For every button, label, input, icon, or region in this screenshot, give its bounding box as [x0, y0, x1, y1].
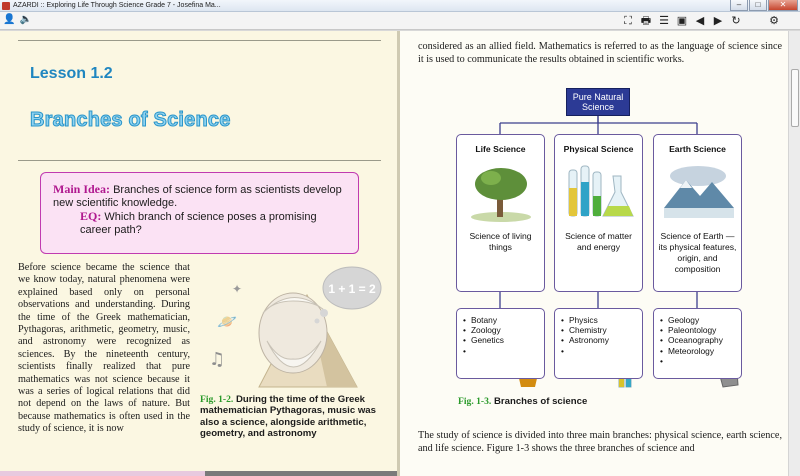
vertical-scrollbar[interactable]: [788, 31, 800, 476]
scrollbar-thumb[interactable]: [791, 69, 799, 127]
close-button[interactable]: ✕: [768, 0, 798, 11]
list-spacer: [561, 346, 638, 372]
lesson-title: Branches of Science: [30, 109, 231, 131]
image-icon[interactable]: ▣: [676, 15, 688, 27]
right-page: [400, 31, 788, 476]
main-idea-label: Main Idea:: [53, 182, 110, 196]
figure-caption-text-right: Branches of science: [493, 396, 588, 407]
eq-text: Which branch of science poses a promising career path?: [80, 211, 317, 236]
flask-liquid: [603, 206, 633, 216]
list-item: • Genetics: [463, 335, 540, 345]
window-titlebar: [0, 0, 800, 12]
toolbar-spacer: [748, 13, 762, 29]
settings-icon[interactable]: ⚙: [769, 15, 779, 27]
list-item: • Meteorology: [660, 346, 737, 356]
title-rule: [18, 160, 381, 161]
tube-1-liquid: [569, 188, 577, 216]
list-physical-science: [554, 308, 643, 379]
root-line-2: Science: [581, 102, 615, 112]
star-icon: ✦: [232, 282, 243, 296]
figure-caption-left: [200, 394, 386, 440]
list-item: • Zoology: [463, 325, 540, 335]
branch-description: Science of Earth —its physical features, origin, and composition: [658, 231, 737, 274]
diagram-root-node: [566, 88, 630, 116]
sound-icon[interactable]: 🔈: [19, 14, 32, 25]
figure-caption-text-left: During the time of the Greek mathematician Pythagoras, music was also a science, alongside arithmetic, geometry, and astronomy: [200, 394, 376, 440]
print-icon[interactable]: 🖶: [640, 15, 652, 27]
toc-icon[interactable]: ☰: [659, 15, 669, 27]
planet-icon: 🪐: [217, 312, 237, 331]
branch-description: Science of living things: [469, 231, 532, 252]
bottom-decoration: [0, 471, 397, 476]
bubble-dot-2: [315, 319, 320, 324]
list-item: • Chemistry: [561, 325, 638, 335]
list-spacer: [463, 346, 540, 372]
user-icon[interactable]: 👤: [3, 14, 16, 25]
left-page: [0, 31, 397, 476]
list-item: • Geology: [660, 315, 737, 325]
branch-title: Earth Science: [669, 144, 726, 154]
tube-2-liquid: [581, 182, 589, 216]
eq-label: EQ:: [80, 209, 102, 223]
figure-label-right: Fig. 1-3.: [458, 396, 492, 407]
tree-canopy-highlight: [481, 171, 501, 185]
lab-glassware-icon: [561, 162, 638, 224]
bubble-text: 1 + 1 = 2: [328, 282, 376, 296]
branch-title: Physical Science: [563, 144, 634, 154]
branch-life-science: [456, 134, 545, 292]
pythagoras-illustration: [197, 265, 387, 393]
branch-earth-science: [653, 134, 742, 292]
list-spacer: [660, 356, 737, 372]
tube-3-liquid: [593, 196, 601, 216]
landscape-icon: [660, 162, 737, 224]
music-note-icon: ♫: [209, 349, 226, 370]
maximize-button[interactable]: □: [749, 0, 767, 11]
water: [664, 208, 734, 218]
list-item: • Botany: [463, 315, 540, 325]
bubble-dot-1: [320, 309, 328, 317]
branch-description: Science of matter and energy: [565, 231, 632, 252]
window-title: AZARDI :: Exploring Life Through Science Grade 7 - Josefina Ma...: [13, 2, 221, 9]
list-item: • Oceanography: [660, 335, 737, 345]
list-life-science: [456, 308, 545, 379]
branch-title: Life Science: [475, 144, 526, 154]
body-text-left: Before science became the science that we know today, natural phenomena were explained based only on personal observations and understanding. During the time of the Greek mathematician, Pythagoras, arithmetic, geometry, music, and astronomy were recognized as sciences. By the nineteenth century, scientists finally realized that pure mathematics was not science because it was a series of logical relations that did not depend on the laws of nature. But because mathematics is often used in the study of science, it is now: [18, 262, 190, 435]
list-item: • Astronomy: [561, 335, 638, 345]
main-idea-box: [40, 172, 359, 254]
root-line-1: Pure Natural: [572, 92, 624, 102]
lesson-number: Lesson 1.2: [30, 65, 113, 82]
main-idea-text: Branches of science form as scientists develop new scientific knowledge.: [53, 184, 342, 209]
list-earth-science: [653, 308, 742, 379]
body-text-right-bottom: The study of science is divided into three main branches: physical science, earth science, and life science. Figure 1-3 shows the three branches of science and: [418, 430, 782, 455]
bottom-band-pink: [0, 471, 205, 476]
bottom-band-gray: [205, 471, 397, 476]
fullscreen-icon[interactable]: ⛶: [624, 15, 632, 27]
figure-caption-right: [458, 396, 587, 407]
cloud: [670, 166, 726, 186]
body-text-right-top: considered as an allied field. Mathematics is referred to as the language of science since it is used to communicate the results obtained in scientific works.: [418, 41, 782, 66]
app-icon: [2, 2, 10, 10]
figure-label-left: Fig. 1-2.: [200, 394, 234, 405]
branch-physical-science: [554, 134, 643, 292]
list-item: • Paleontology: [660, 325, 737, 335]
tree-canopy: [475, 168, 527, 200]
prev-page-icon[interactable]: ◀: [695, 15, 705, 27]
refresh-icon[interactable]: ↻: [731, 15, 741, 27]
tree-icon: [463, 162, 540, 224]
next-page-icon[interactable]: ▶: [713, 15, 723, 27]
reader-toolbar: [0, 12, 800, 30]
minimize-button[interactable]: –: [730, 0, 748, 11]
list-item: • Physics: [561, 315, 638, 325]
top-rule: [18, 40, 381, 41]
